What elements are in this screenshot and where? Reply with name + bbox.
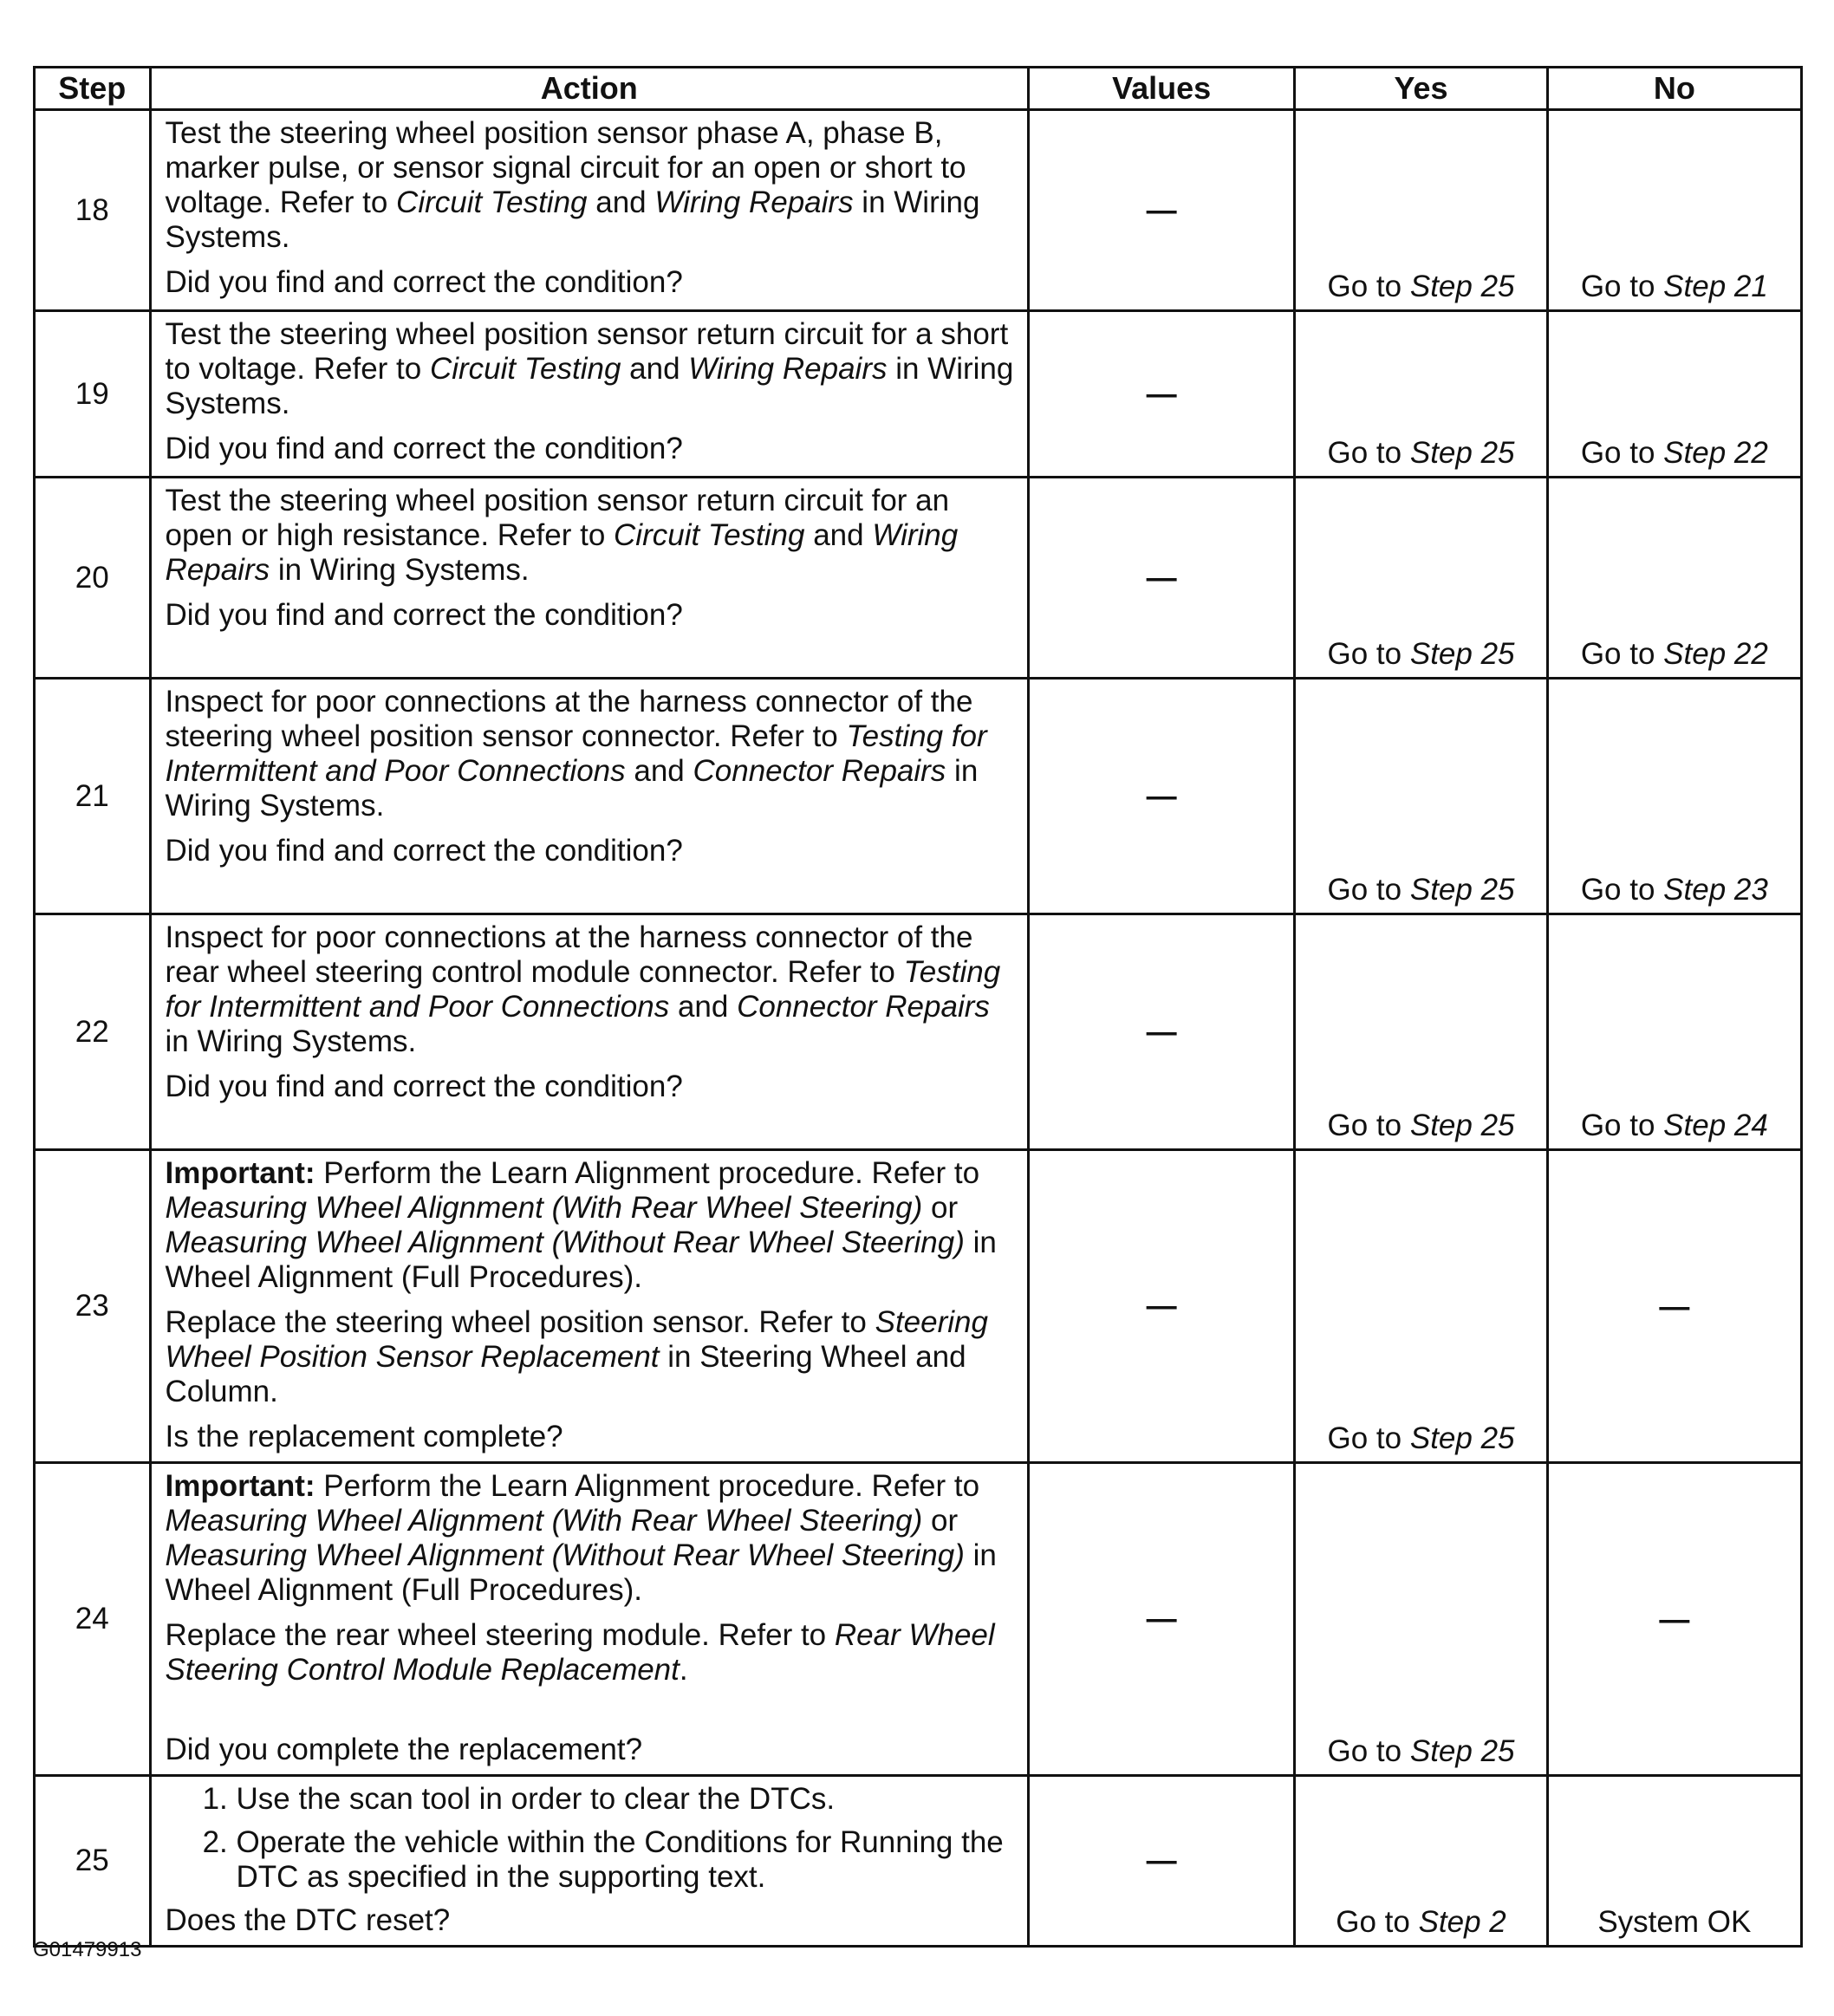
no-step-ref: Step 24 (1663, 1109, 1768, 1142)
no-dash: — (1659, 1289, 1690, 1323)
values-cell (1028, 110, 1294, 311)
yes-cell: Go to Step 2 (1295, 1776, 1547, 1947)
yes-cell: Go to Step 25 (1295, 1150, 1547, 1463)
header-step: Step (35, 68, 151, 110)
values-dash: — (1146, 1844, 1177, 1877)
action-instruction: Inspect for poor connections at the harness connector of the steering wheel position sensor connector. Refer to Testing for Intermittent and Poor Connections and Connector Repairs in Wiring Systems. (165, 685, 987, 823)
action-instruction: Inspect for poor connections at the harness connector of the rear wheel steering control module connector. Refer to Testing for Intermittent and Poor Connections and Connector Repairs in Wiring Systems. (165, 920, 1001, 1058)
step-number: 25 (35, 1776, 151, 1947)
yes-step-ref: Step 25 (1409, 436, 1515, 470)
table-header-row (35, 68, 1802, 110)
yes-cell: Go to Step 25 (1295, 478, 1547, 679)
step-number: 19 (35, 311, 151, 478)
action-cell (150, 1463, 1028, 1776)
action-instruction: Test the steering wheel position sensor phase A, phase B, marker pulse, or sensor signal circuit for an open or short to voltage. Refer to Circuit Testing and Wiring Repairs in Wiring Systems. (165, 116, 980, 254)
action-question: Is the replacement complete? (165, 1420, 563, 1453)
yes-step-ref: Step 25 (1409, 1734, 1515, 1768)
table-row (35, 110, 1802, 311)
values-dash: — (1146, 778, 1177, 813)
yes-cell: Go to Step 25 (1295, 914, 1547, 1150)
values-dash: — (1146, 376, 1177, 411)
table-row (35, 478, 1802, 679)
values-dash: — (1146, 1602, 1177, 1636)
values-cell (1028, 1150, 1294, 1463)
values-cell (1028, 478, 1294, 679)
no-step-ref: Step 22 (1663, 637, 1768, 671)
no-cell (1547, 1463, 1801, 1776)
values-dash: — (1146, 192, 1177, 227)
values-dash: — (1146, 1289, 1177, 1323)
values-cell (1028, 1463, 1294, 1776)
list-item: 2. Operate the vehicle within the Conditions for Running the DTC as specified in the supporting text. (237, 1825, 1017, 1895)
action-question: Did you complete the replacement? (165, 1733, 643, 1766)
yes-step-ref: Step 25 (1409, 270, 1515, 303)
values-dash: — (1146, 560, 1177, 595)
header-yes: Yes (1295, 68, 1547, 110)
action-instruction: Replace the steering wheel position sensor. Refer to Steering Wheel Position Sensor Replacement in Steering Wheel and Column. (165, 1305, 988, 1408)
action-cell (150, 311, 1028, 478)
action-question: Did you find and correct the condition? (165, 1070, 683, 1103)
values-cell (1028, 311, 1294, 478)
header-values: Values (1028, 68, 1294, 110)
step-number: 21 (35, 679, 151, 914)
action-instruction: Replace the rear wheel steering module. Refer to Rear Wheel Steering Control Module Replacement. (165, 1618, 995, 1687)
action-cell (150, 1150, 1028, 1463)
action-instruction: Test the steering wheel position sensor return circuit for an open or high resistance. Refer to Circuit Testing and Wiring Repairs in Wiring Systems. (165, 484, 959, 587)
table-row (35, 1776, 1802, 1947)
yes-step-ref: Step 25 (1409, 873, 1515, 907)
values-dash: — (1146, 1014, 1177, 1049)
no-cell: Go to Step 22 (1547, 311, 1801, 478)
values-cell (1028, 679, 1294, 914)
values-cell (1028, 1776, 1294, 1947)
no-step-ref: Step 21 (1663, 270, 1768, 303)
no-cell (1547, 1776, 1801, 1947)
step-number: 22 (35, 914, 151, 1150)
yes-cell: Go to Step 25 (1295, 110, 1547, 311)
table-row (35, 1150, 1802, 1463)
step-number: 23 (35, 1150, 151, 1463)
no-cell: Go to Step 23 (1547, 679, 1801, 914)
action-question: Does the DTC reset? (165, 1903, 451, 1937)
diagnostic-steps-table (33, 66, 1803, 1948)
header-action: Action (150, 68, 1028, 110)
action-cell (150, 110, 1028, 311)
yes-step-ref: Step 25 (1409, 1109, 1515, 1142)
list-item: 1. Use the scan tool in order to clear the DTCs. (237, 1782, 1017, 1817)
table-row (35, 679, 1802, 914)
action-instruction: Test the steering wheel position sensor return circuit for a short to voltage. Refer to Circuit Testing and Wiring Repairs in Wiring Systems. (165, 317, 1014, 420)
action-question: Did you find and correct the condition? (165, 432, 683, 465)
action-cell (150, 914, 1028, 1150)
action-steps-list (197, 1782, 1017, 1895)
table-row (35, 1463, 1802, 1776)
action-cell (150, 478, 1028, 679)
yes-step-ref: Step 2 (1418, 1905, 1506, 1939)
yes-cell: Go to Step 25 (1295, 311, 1547, 478)
action-cell (150, 1776, 1028, 1947)
important-label: Important: (165, 1469, 315, 1503)
diagnostic-table-page (33, 66, 1803, 1948)
values-cell (1028, 914, 1294, 1150)
no-step-ref: Step 22 (1663, 436, 1768, 470)
important-note: Important: Perform the Learn Alignment procedure. Refer to Measuring Wheel Alignment (With Rear Wheel Steering) or Measuring Wheel Alignment (Without Rear Wheel Steering) in Wheel Alignment (Full Procedures). (165, 1156, 997, 1294)
table-row (35, 914, 1802, 1150)
header-no: No (1547, 68, 1801, 110)
no-cell (1547, 1150, 1801, 1463)
important-note: Important: Perform the Learn Alignment procedure. Refer to Measuring Wheel Alignment (With Rear Wheel Steering) or Measuring Wheel Alignment (Without Rear Wheel Steering) in Wheel Alignment (Full Procedures). (165, 1469, 997, 1607)
no-dash: — (1659, 1602, 1690, 1636)
step-number: 18 (35, 110, 151, 311)
no-step-ref: Step 23 (1663, 873, 1768, 907)
yes-step-ref: Step 25 (1409, 1421, 1515, 1455)
system-ok-label: System OK (1597, 1905, 1752, 1939)
no-cell: Go to Step 24 (1547, 914, 1801, 1150)
action-question: Did you find and correct the condition? (165, 598, 683, 632)
important-label: Important: (165, 1156, 315, 1190)
yes-cell: Go to Step 25 (1295, 1463, 1547, 1776)
step-number: 24 (35, 1463, 151, 1776)
yes-step-ref: Step 25 (1409, 637, 1515, 671)
step-number: 20 (35, 478, 151, 679)
table-row (35, 311, 1802, 478)
yes-cell: Go to Step 25 (1295, 679, 1547, 914)
no-cell: Go to Step 22 (1547, 478, 1801, 679)
no-cell: Go to Step 21 (1547, 110, 1801, 311)
action-question: Did you find and correct the condition? (165, 834, 683, 868)
action-cell (150, 679, 1028, 914)
action-question: Did you find and correct the condition? (165, 265, 683, 299)
figure-id: G01479913 (33, 1938, 142, 1961)
